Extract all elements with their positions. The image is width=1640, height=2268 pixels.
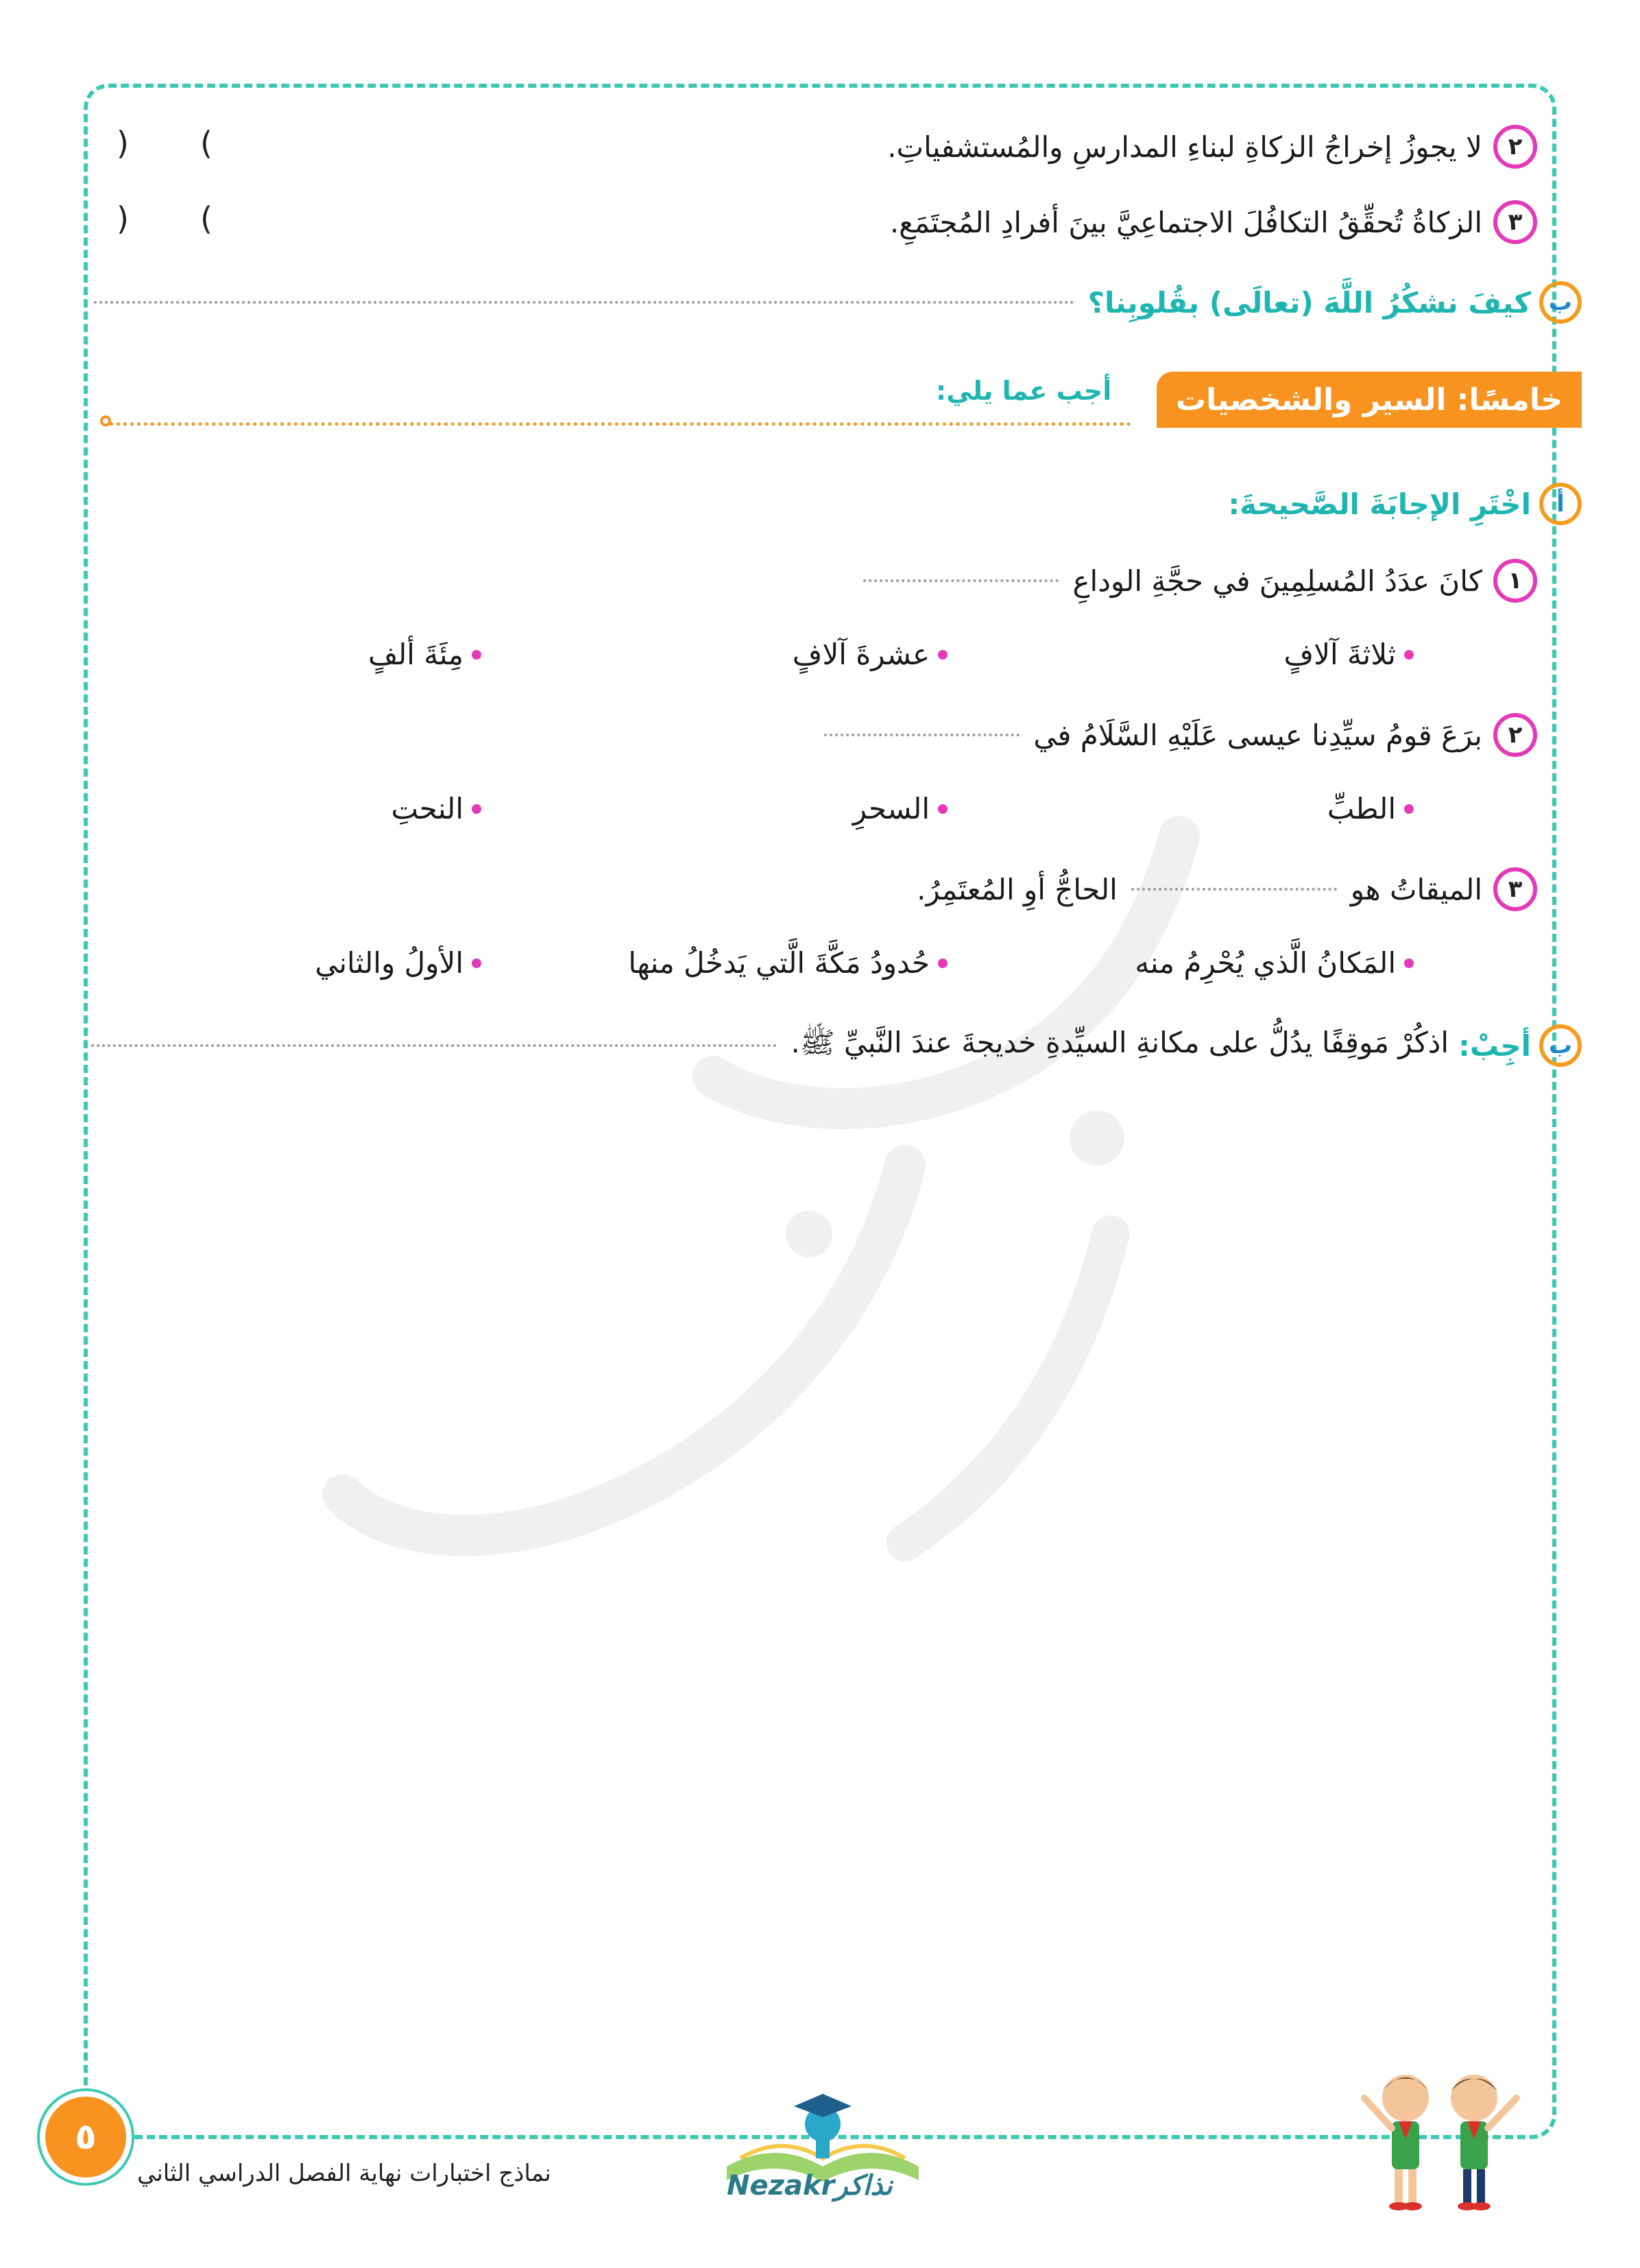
tf-question-3	[890, 200, 1537, 244]
blank-line[interactable]	[1131, 888, 1337, 891]
option-text: النحتِ	[391, 792, 463, 825]
answer-line[interactable]	[94, 301, 1074, 304]
option[interactable]	[853, 792, 948, 825]
option[interactable]	[368, 638, 481, 671]
mcq-1	[863, 559, 1537, 603]
question-b-khadija	[91, 1024, 1582, 1067]
option-text: المَكانُ الَّذي يُحْرِمُ منه	[1135, 946, 1396, 980]
option[interactable]	[1135, 946, 1414, 980]
option[interactable]	[315, 946, 481, 980]
option[interactable]	[391, 792, 482, 825]
question-number-badge: ٢	[1493, 713, 1537, 757]
option-text: ثلاثةَ آلافٍ	[1283, 638, 1396, 671]
question-text: الزكاةُ تُحقِّقُ التكافُلَ الاجتماعِيَّ بينَ أفرادِ المُجتَمَعِ.	[889, 205, 1482, 239]
option-text: الطبِّ	[1327, 792, 1396, 825]
mcq-3	[917, 867, 1537, 911]
question-prefix: أجِبْ:	[1458, 1028, 1531, 1063]
paren-close: )	[117, 125, 129, 162]
question-letter-badge: أ	[1539, 483, 1582, 525]
part-title: اخْتَرِ الإجابَةَ الصَّحيحةَ:	[1228, 487, 1531, 521]
question-number-badge: ٢	[1493, 125, 1537, 169]
question-number-badge: ١	[1493, 559, 1537, 603]
part-a-heading	[1228, 483, 1582, 525]
blank-line[interactable]	[863, 579, 1059, 582]
section-banner: خامسًا: السير والشخصيات	[1157, 372, 1582, 428]
paren-open: (	[200, 200, 213, 237]
question-text: كيفَ نشكُرُ اللَّهَ (تعالَى) بقُلوبِنا؟	[1087, 285, 1531, 319]
option[interactable]	[1284, 638, 1414, 671]
page-number-badge: ٥	[40, 2091, 132, 2183]
paren-close: )	[117, 200, 129, 237]
question-number-badge: ٣	[1493, 867, 1537, 911]
option-text: السحرِ	[852, 792, 930, 825]
question-stem-end: الحاجُّ أوِ المُعتَمِرُ.	[917, 872, 1118, 906]
question-number-badge: ٣	[1493, 200, 1537, 244]
section-instruction: أجب عما يلي:	[936, 376, 1112, 406]
option[interactable]	[793, 638, 948, 671]
cartoon-children-icon	[1337, 2057, 1543, 2228]
question-b-gratitude	[94, 281, 1582, 324]
question-stem: برَعَ قومُ سيِّدِنا عيسى عَلَيْهِ السَّلَامُ في	[1033, 718, 1482, 752]
question-stem: كانَ عدَدُ المُسلِمِينَ في حجَّةِ الوداعِ	[1072, 564, 1482, 598]
answer-line[interactable]	[91, 1044, 777, 1047]
question-letter-badge: ب	[1539, 1024, 1582, 1067]
tf-question-2	[887, 125, 1537, 169]
divider-dot	[100, 415, 111, 426]
answer-parentheses[interactable]	[117, 125, 213, 162]
question-stem: الميقاتُ هو	[1350, 872, 1482, 906]
paren-open: (	[200, 125, 213, 162]
blank-line[interactable]	[824, 734, 1020, 736]
mcq-2	[824, 713, 1537, 757]
option-text: الأولُ والثاني	[315, 946, 463, 980]
logo-wordmark: Nezakrنذاكر	[727, 2170, 893, 2201]
section-divider	[103, 422, 1131, 426]
option[interactable]	[1327, 792, 1414, 825]
option[interactable]	[628, 946, 948, 980]
question-text: لا يجوزُ إخراجُ الزكاةِ لبناءِ المدارسِ والمُستشفياتِ.	[887, 130, 1482, 164]
question-text: اذكُرْ مَوقِفًا يدُلُّ على مكانةِ السيِّدةِ خديجةَ عندَ النَّبيِّ ﷺ.	[791, 1025, 1449, 1059]
option-text: حُدودُ مَكَّةَ الَّتي يَدخُلُ منها	[628, 946, 930, 980]
option-text: مِئَةَ ألفٍ	[368, 638, 463, 671]
answer-parentheses[interactable]	[117, 200, 213, 237]
question-letter-badge: ب	[1539, 281, 1582, 324]
book-title: نماذج اختبارات نهاية الفصل الدراسي الثاني	[137, 2160, 551, 2187]
option-text: عشرةَ آلافٍ	[792, 638, 930, 671]
